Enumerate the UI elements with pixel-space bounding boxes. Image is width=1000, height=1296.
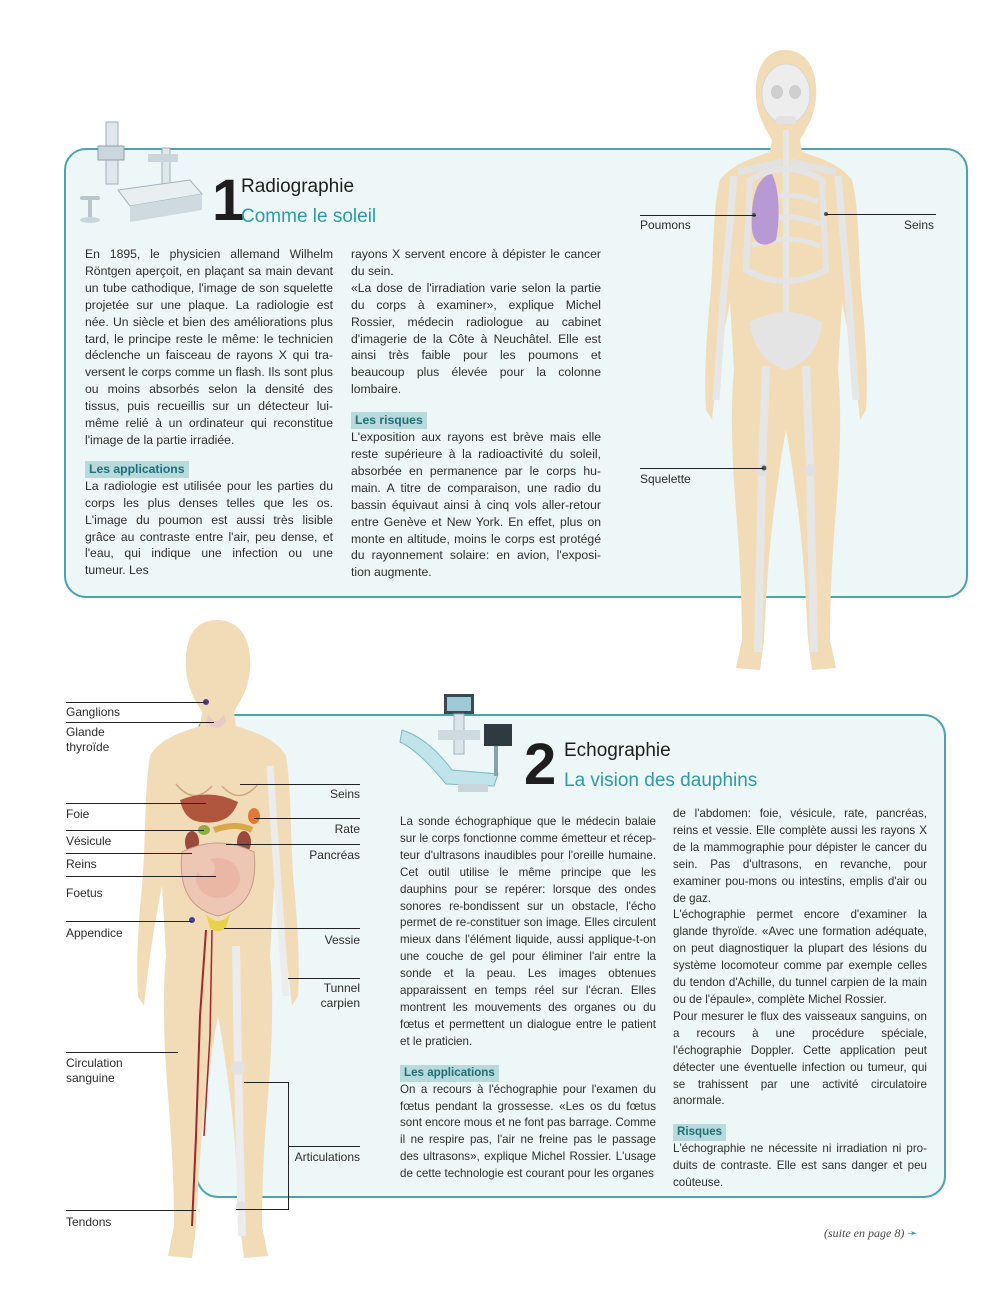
label-glande-thyroide: Glande thyroïde bbox=[66, 725, 110, 754]
section1-number: 1 bbox=[212, 168, 245, 233]
label-reins: Reins bbox=[66, 857, 97, 871]
section2-risks-heading: Risques bbox=[673, 1124, 726, 1141]
section1-risks-text: L'exposition aux rayons est brève mais elle reste supérieure à la radioactivité du soleil, absorbée en permanence par le corps hu-main. A titre de comparaison, une radio du bassin équivaut ainsi à cinq vols aller-retour entre Genève et New York. En effet, plus on monte en altitude, moins le corps est protégé du rayonnement solaire: en avion, l'exposi-tion augmente. bbox=[351, 430, 601, 580]
ultrasound-equipment-illustration bbox=[398, 690, 528, 802]
label-vessie: Vessie bbox=[324, 933, 360, 947]
reins-leader-line bbox=[66, 853, 192, 854]
section2-number: 2 bbox=[524, 732, 557, 797]
section2-intro: La sonde échographique que le médecin balaie sur le corps fonctionne comme émetteur et récep-teur d'ultrasons inaudibles pour l'oreille humaine. Cet outil utilise le même principe que les dauphins pour se repérer: lorsque des ondes sonores re-bondissent sur un obstacle, l'écho permet de re-constituer son image. Elles circulent mieux dans l'élément liquide, aussi applique-t-on une couche de gel pour éliminer l'air entre la sonde et la peau. Les images obtenues apparaissent en temps réel sur l'écran. Elles montrent les mouvements des organes ou du fœtus et permettent un dialogue entre le patient et le praticien. bbox=[400, 815, 656, 1048]
section2-title: Echographie bbox=[564, 740, 671, 761]
vesicule-leader-line bbox=[66, 830, 204, 831]
label-foie: Foie bbox=[66, 807, 90, 821]
label-squelette: Squelette bbox=[640, 472, 691, 486]
seins-leader-line bbox=[826, 214, 936, 215]
skeleton-figure bbox=[690, 40, 880, 690]
section2-col2-text-a: de l'abdomen: foie, vésicule, rate, pancréas, reins et vessie. Elle complète aussi les rayons X de la mammographie pour dépister le cancer du sein. Pas d'ultrasons, en revanche, pour examiner pou-mons ou intestins, emplis d'air ou de gaz. bbox=[673, 807, 927, 905]
rate-leader-line bbox=[254, 818, 360, 819]
section1-subtitle: Comme le soleil bbox=[241, 206, 377, 227]
tunnel-leader-line bbox=[288, 978, 360, 979]
section1-col2-text-a: rayons X servent encore à dépister le cancer du sein. bbox=[351, 247, 601, 278]
section1-applications-text: La radiologie est utilisée pour les parties du corps les plus denses telles que les os. L'image du poumon est aussi très lisible grâce au contraste entre l'air, peu dense, et l'eau, qui indique une infection ou une tumeur. Les bbox=[85, 478, 333, 578]
section2-subtitle: La vision des dauphins bbox=[564, 770, 758, 791]
articulations-bracket-mid bbox=[288, 1146, 360, 1147]
section2-applications-heading: Les applications bbox=[400, 1065, 499, 1082]
label-vesicule: Vésicule bbox=[66, 834, 112, 848]
label-appendice: Appendice bbox=[66, 926, 123, 940]
seins-body-leader-line bbox=[240, 784, 360, 785]
section1-col2-text-b: «La dose de l'irradiation varie selon la partie du corps à examiner», explique Michel Rossier, médecin radiologue au cabinet d'imagerie de la Côte à Neuchâtel. Elle est ainsi très faible pour les poumons et beaucoup plus élevée pour la colonne lombaire. bbox=[351, 280, 601, 397]
continued-note bbox=[824, 1226, 917, 1241]
section1-column-2 bbox=[351, 246, 601, 581]
foetus-leader-line bbox=[66, 876, 216, 877]
vessie-leader-line bbox=[224, 928, 360, 929]
squelette-leader-line bbox=[640, 468, 764, 469]
label-tendons: Tendons bbox=[66, 1215, 112, 1229]
section2-col2-text-b: L'échographie permet encore d'examiner la glande thyroïde. «Avec une formation adéquate, on peut diagnostiquer la plupart des lésions du système locomoteur comme par exemple celles du tendon d'Achille, du tunnel carpien de la main ou de l'épaule», complète Michel Rossier. bbox=[673, 908, 927, 1006]
section2-column-2 bbox=[673, 806, 927, 1192]
label-foetus: Foetus bbox=[66, 886, 103, 900]
section1-title: Radiographie bbox=[241, 176, 355, 197]
label-tunnel-carpien: Tunnel carpien bbox=[320, 981, 360, 1010]
label-rate: Rate bbox=[334, 822, 360, 836]
glande-leader-line bbox=[66, 722, 214, 723]
section1-column-1 bbox=[85, 246, 333, 579]
articulations-bracket-top bbox=[244, 1082, 288, 1083]
section1-risks-heading: Les risques bbox=[351, 412, 427, 429]
appendice-leader-line bbox=[66, 921, 192, 922]
label-seins-body: Seins bbox=[329, 787, 360, 801]
ganglions-leader-line bbox=[66, 702, 206, 703]
label-seins-skeleton: Seins bbox=[903, 218, 934, 232]
label-articulations: Articulations bbox=[294, 1150, 360, 1164]
tendons-leader-line bbox=[66, 1210, 196, 1211]
pancreas-leader-line bbox=[226, 844, 360, 845]
section2-risks-text: L'échographie ne nécessite ni irradiation ni pro-duits de contraste. Elle est sans danger et peu coûteuse. bbox=[673, 1142, 927, 1190]
label-ganglions: Ganglions bbox=[66, 705, 121, 719]
anatomy-body-figure bbox=[120, 616, 320, 1266]
label-pancreas: Pancréas bbox=[309, 848, 360, 862]
circulation-leader-line bbox=[66, 1052, 178, 1053]
section2-col2-text-c: Pour mesurer le flux des vaisseaux sanguins, on a recours à une procédure spéciale, l'échographie Doppler. Cette application peut détecter une éventuelle infection ou tumeur, qui se trahissent par une activité circulatoire anormale. bbox=[673, 1009, 927, 1108]
section1-intro: En 1895, le physicien allemand Wilhelm Röntgen aperçoit, en plaçant sa main devant un tube cathodique, l'image de son squelette projetée sur une plaque. La radiologie est née. Un siècle et bien des améliorations plus tard, le principe reste le même: le technicien déclenche un faisceau de rayons X qui tra-versent le corps comme un flash. Ils sont plus ou moins absorbés selon la densité des tissus, puis recueillis sur un détecteur lui-même relié à un ordinateur qui reconstitue l'image de la partie irradiée. bbox=[85, 247, 333, 447]
articulations-bracket-bottom bbox=[236, 1209, 288, 1210]
poumons-leader-line bbox=[640, 215, 756, 216]
section1-applications-heading: Les applications bbox=[85, 461, 189, 478]
section2-applications-text: On a recours à l'échographie pour l'examen du fœtus pendant la grossesse. «Les os du fœtus sont encore mous et ne font pas barrage. Comme il ne respire pas, l'air ne freine pas le passage des ultrasons», explique Michel Rossier. L'usage de cette technologie est courant pour les organes bbox=[400, 1082, 656, 1181]
arrow-right-icon: ➛ bbox=[907, 1226, 918, 1240]
xray-machine-illustration bbox=[78, 118, 208, 228]
foie-leader-line bbox=[66, 803, 206, 804]
continued-text: (suite en page 8) bbox=[824, 1226, 905, 1240]
section2-column-1 bbox=[400, 814, 656, 1183]
label-poumons: Poumons bbox=[640, 218, 691, 232]
label-circulation-sanguine: Circulation sanguine bbox=[66, 1056, 123, 1085]
